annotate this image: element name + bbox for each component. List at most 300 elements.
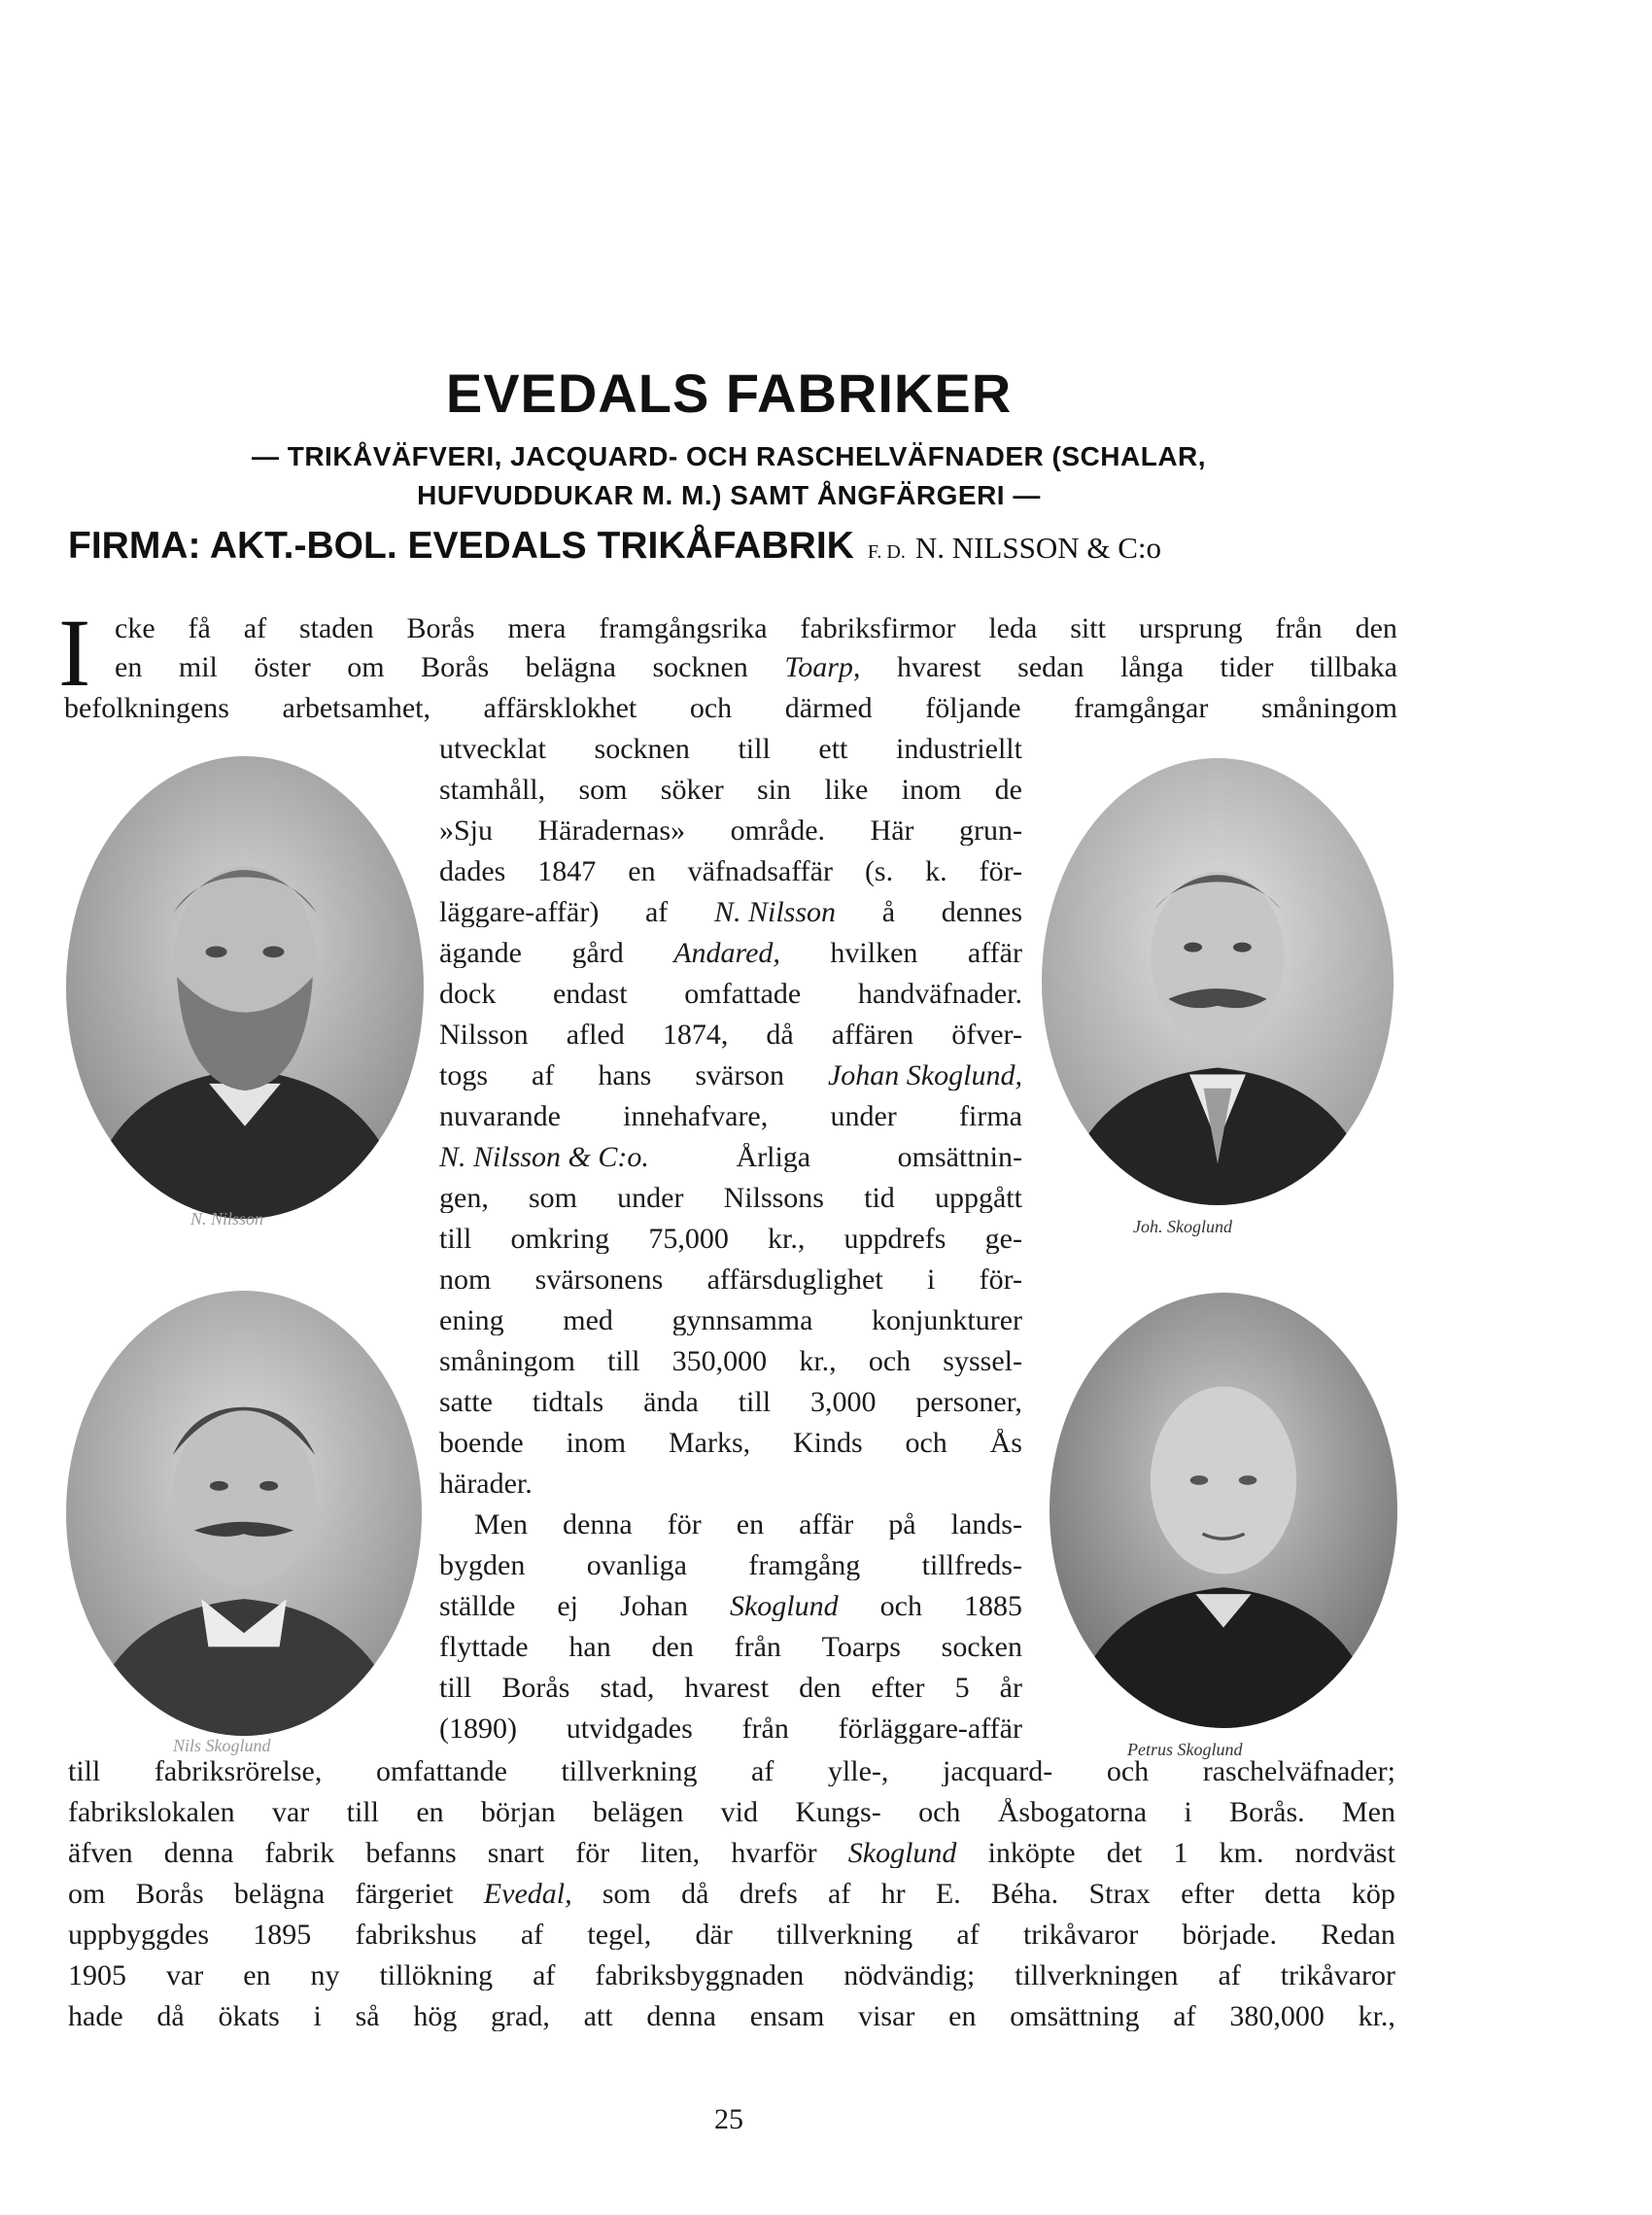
word: 1885 [963, 1592, 1022, 1621]
word: firma [959, 1102, 1022, 1131]
portrait-image [1050, 1293, 1397, 1728]
word: tider [1220, 653, 1274, 682]
word: och [879, 1592, 922, 1621]
word: affären [831, 1021, 914, 1050]
word: liten, [640, 1839, 701, 1868]
word: hans [598, 1061, 652, 1090]
text-line [439, 1184, 1022, 1213]
word: drefs [739, 1880, 798, 1909]
word: gynnsamma [671, 1306, 813, 1335]
word: af [751, 1757, 774, 1786]
word: N. Nilsson [713, 898, 837, 927]
word: så [355, 2002, 380, 2031]
word: inköpte [987, 1839, 1076, 1868]
word: Ås [989, 1429, 1022, 1458]
word: af [532, 1061, 555, 1090]
word: stad, [600, 1674, 655, 1703]
word: söker [660, 776, 724, 805]
word: uppbyggdes [68, 1921, 209, 1950]
word: hvarest [684, 1674, 770, 1703]
word: Redan [1321, 1921, 1395, 1950]
caption-joh-skoglund: Joh. Skoglund [1133, 1217, 1232, 1236]
word: kr., [1358, 2002, 1395, 2031]
text-line [64, 694, 1397, 723]
word: Men [1341, 1798, 1395, 1827]
subtitle-line-1: — TRIKÅVÄFVERI, JACQUARD- OCH RASCHELVÄFNADER (SCHALAR, [251, 441, 1207, 471]
word: socknen [594, 735, 690, 764]
word: fabrikslokalen [68, 1798, 235, 1827]
word: då [156, 2002, 185, 2031]
word: och [918, 1798, 961, 1827]
word: färgeriet [355, 1880, 454, 1909]
word: Strax [1088, 1880, 1151, 1909]
word: socknen [652, 653, 748, 682]
word: ovanliga [586, 1551, 687, 1580]
word: framgångsrika [599, 614, 768, 643]
word: nuvarande [439, 1102, 561, 1131]
word: Nilssons [723, 1184, 824, 1213]
word: ening [439, 1306, 504, 1335]
word: Johan [619, 1592, 688, 1621]
word: utvidgades [566, 1714, 693, 1744]
portrait-n-nilsson [66, 756, 424, 1219]
text-line [439, 857, 1022, 886]
word: Andared, [673, 939, 780, 968]
word: nordväst [1294, 1839, 1395, 1868]
word: fabrikshus [355, 1921, 477, 1950]
word: vid [720, 1798, 759, 1827]
word: belägna [233, 1880, 326, 1909]
word: omkring [510, 1225, 610, 1254]
word: tillverkning [776, 1921, 913, 1950]
word: Borås [421, 653, 490, 682]
word: tidtals [532, 1388, 604, 1417]
word: omsättnin- [897, 1143, 1022, 1172]
word: 1847 [537, 857, 597, 886]
word: Men [474, 1510, 528, 1540]
word: Johan Skoglund, [827, 1061, 1022, 1090]
word: från [734, 1633, 781, 1662]
caption-petrus-skoglund: Petrus Skoglund [1127, 1740, 1243, 1759]
word: sitt [1070, 614, 1106, 643]
word: å [881, 898, 896, 927]
word: kr., [767, 1225, 806, 1254]
word: belägna [525, 653, 616, 682]
word: flyttade [439, 1633, 529, 1662]
word: ge- [984, 1225, 1022, 1254]
word: »Sju [439, 816, 494, 846]
word: ställde [439, 1592, 516, 1621]
word: väfnadsaffär [687, 857, 833, 886]
word: staden [298, 614, 374, 643]
word: innehafvare, [623, 1102, 769, 1131]
word: boende [439, 1429, 524, 1458]
word: Marks, [668, 1429, 751, 1458]
word: like [824, 776, 869, 805]
word: öfver- [951, 1021, 1022, 1050]
word: de [994, 776, 1022, 805]
word: om [68, 1880, 106, 1909]
word: framgång [748, 1551, 861, 1580]
text-line [439, 735, 1022, 764]
word: Béha. [991, 1880, 1059, 1909]
word: trikåvaror [1280, 1961, 1395, 1990]
word: långa [1119, 653, 1184, 682]
word: under [830, 1102, 897, 1131]
word: fabriksrörelse, [154, 1757, 323, 1786]
word: affärsduglighet [706, 1265, 883, 1295]
word: i [313, 2002, 322, 2031]
text-line [439, 1633, 1022, 1662]
text-line [439, 1102, 1022, 1131]
text-line [439, 1470, 634, 1499]
word: och [1106, 1757, 1150, 1786]
word: följande [925, 694, 1021, 723]
word: grad, [491, 2002, 550, 2031]
word: för- [979, 857, 1022, 886]
text-line [439, 1225, 1022, 1254]
word: framgångar [1074, 694, 1209, 723]
text-line [439, 1143, 1022, 1172]
word: tillfreds- [921, 1551, 1022, 1580]
word: började. [1182, 1921, 1277, 1950]
text-line [439, 1061, 1022, 1090]
word: till [68, 1757, 101, 1786]
word: som [528, 1184, 577, 1213]
word: var [165, 1961, 204, 1990]
word: till [346, 1798, 379, 1827]
word: ursprung [1138, 614, 1243, 643]
word: en [736, 1510, 765, 1540]
text-line [439, 1265, 1022, 1295]
text-line [68, 1798, 1395, 1827]
word: (1890) [439, 1714, 517, 1744]
word: Nilsson [439, 1021, 529, 1050]
word: och [868, 1347, 912, 1376]
text-line [439, 1674, 1022, 1703]
word: Borås [406, 614, 475, 643]
word: under [617, 1184, 684, 1213]
word: en [948, 2002, 977, 2031]
word: nom [439, 1265, 492, 1295]
word: denna [563, 1510, 633, 1540]
caption-n-nilsson: N. Nilsson [190, 1209, 264, 1229]
word: omfattande [375, 1757, 507, 1786]
word: hvarest [896, 653, 981, 682]
word: ökats [218, 2002, 280, 2031]
word: som [578, 776, 628, 805]
word: få [188, 614, 211, 643]
word: E. [935, 1880, 961, 1909]
word: af [956, 1921, 980, 1950]
word: hög [413, 2002, 458, 2031]
word: trikåvaror [1022, 1921, 1139, 1950]
word: kr., [799, 1347, 837, 1376]
word: dock [439, 980, 497, 1009]
text-line [68, 1961, 1395, 1990]
word: ny [310, 1961, 340, 1990]
text-line [439, 1714, 1022, 1744]
word: till [607, 1347, 640, 1376]
word: cke [115, 614, 155, 643]
word: nödvändig; [843, 1961, 976, 1990]
portrait-petrus-skoglund [1050, 1293, 1397, 1728]
word: personer, [915, 1388, 1022, 1417]
word: sedan [1017, 653, 1084, 682]
word: fabriksbyggnaden [595, 1961, 805, 1990]
word: visar [858, 2002, 915, 2031]
word: för [575, 1839, 610, 1868]
word: 350,000 [671, 1347, 768, 1376]
word: omsättning [1010, 2002, 1140, 2031]
word: tegel, [587, 1921, 652, 1950]
text-line [68, 1921, 1395, 1950]
firma-line [68, 525, 1428, 568]
word: uppgått [934, 1184, 1022, 1213]
word: härader. [439, 1470, 533, 1499]
word: början [481, 1798, 556, 1827]
word: hade [68, 2002, 123, 2031]
word: och [689, 694, 733, 723]
word: denna [163, 1839, 234, 1868]
word: för- [979, 1265, 1022, 1295]
word: af [1218, 1961, 1241, 1990]
word: Här [870, 816, 914, 846]
portrait-image [1042, 758, 1394, 1205]
portrait-nils-skoglund [66, 1291, 422, 1736]
firma-name: N. NILSSON & C:o [914, 531, 1162, 565]
word: till [738, 735, 771, 764]
word: satte [439, 1388, 493, 1417]
portrait-image [66, 1291, 422, 1736]
text-line [439, 816, 1022, 846]
drop-cap: I [58, 599, 91, 707]
word: 1 [1173, 1839, 1188, 1868]
portrait-joh-skoglund [1042, 758, 1394, 1205]
word: Toarps [821, 1633, 901, 1662]
word: Borås [135, 1880, 204, 1909]
word: socken [941, 1633, 1022, 1662]
word: var [271, 1798, 310, 1827]
text-line [68, 2002, 1395, 2031]
word: befolkningens [64, 694, 229, 723]
word: affär [967, 939, 1022, 968]
word: Evedal, [483, 1880, 572, 1909]
word: hvilken [830, 939, 918, 968]
text-line [474, 1510, 1022, 1540]
word: 380,000 [1229, 2002, 1325, 2031]
word: att [583, 2002, 613, 2031]
word: han [568, 1633, 611, 1662]
word: det [1106, 1839, 1143, 1868]
word: och [905, 1429, 947, 1458]
firma-fd: F. D. [867, 541, 906, 563]
word: 5 [954, 1674, 970, 1703]
word: ensam [749, 2002, 825, 2031]
word: till [439, 1225, 472, 1254]
word: raschelväfnader; [1202, 1757, 1395, 1786]
page-title: EVEDALS FABRIKER [445, 363, 1013, 424]
text-line [68, 1757, 1395, 1786]
word: som [602, 1880, 651, 1909]
word: Kinds [792, 1429, 863, 1458]
word: ända [643, 1388, 699, 1417]
word: lands- [950, 1510, 1022, 1540]
word: handväfnader. [857, 980, 1022, 1009]
word: om [347, 653, 385, 682]
word: en [115, 653, 143, 682]
word: från [1275, 614, 1323, 643]
word: år [999, 1674, 1022, 1703]
text-line [439, 1347, 1022, 1376]
word: där [695, 1921, 733, 1950]
word: togs [439, 1061, 489, 1090]
word: tillverkningen [1015, 1961, 1179, 1990]
word: den [799, 1674, 842, 1703]
word: km. [1219, 1839, 1264, 1868]
word: fabriksfirmor [800, 614, 956, 643]
text-line [439, 980, 1022, 1009]
word: småningom [1260, 694, 1397, 723]
word: arbetsamhet, [282, 694, 430, 723]
text-line [439, 1306, 1022, 1335]
word: en [243, 1961, 271, 1990]
word: 1874, [662, 1021, 729, 1050]
word: 75,000 [648, 1225, 729, 1254]
word: industriellt [895, 735, 1022, 764]
text-line [439, 1429, 1022, 1458]
word: konjunkturer [872, 1306, 1022, 1335]
word: Åsbogatorna [997, 1798, 1148, 1827]
word: ett [818, 735, 848, 764]
word: från [741, 1714, 789, 1744]
word: snart [487, 1839, 545, 1868]
word: grun- [959, 816, 1022, 846]
word: stamhåll, [439, 776, 546, 805]
word: affärsklokhet [483, 694, 637, 723]
text-line [439, 1021, 1022, 1050]
word: Häradernas» [537, 816, 686, 846]
word: uppdrefs [843, 1225, 946, 1254]
word: småningom [439, 1347, 575, 1376]
word: af [533, 1961, 556, 1990]
word: efter [1181, 1880, 1235, 1909]
word: hr [880, 1880, 906, 1909]
word: fabrik [264, 1839, 335, 1868]
word: till [439, 1674, 472, 1703]
word: sin [757, 776, 792, 805]
word: äfven [68, 1839, 133, 1868]
word: 1905 [68, 1961, 126, 1990]
subtitle-line-2: HUFVUDDUKAR M. M.) SAMT ÅNGFÄRGERI — [417, 480, 1041, 510]
word: en [628, 857, 656, 886]
word: svärsonens [534, 1265, 664, 1295]
word: Skoglund [847, 1839, 957, 1868]
word: gen, [439, 1184, 489, 1213]
text-line [68, 1880, 1395, 1909]
text-line [439, 898, 1022, 927]
word: förläggare-affär [838, 1714, 1022, 1744]
text-line [439, 1592, 1022, 1621]
word: den [1355, 614, 1397, 643]
word: öster [254, 653, 311, 682]
word: k. [925, 857, 947, 886]
word: Skoglund [729, 1592, 839, 1621]
text-line [115, 653, 1397, 682]
word: ägande [439, 939, 522, 968]
text-line [115, 614, 1397, 643]
word: i [926, 1265, 936, 1295]
word: tillverkning [561, 1757, 698, 1786]
word: befanns [365, 1839, 457, 1868]
word: en [416, 1798, 444, 1827]
word: Toarp, [784, 653, 861, 682]
firma-label: FIRMA: AKT.-BOL. EVEDALS TRIKÅFABRIK [68, 525, 854, 567]
text-line [439, 1388, 1022, 1417]
word: utvecklat [439, 735, 546, 764]
word: Årliga [736, 1143, 811, 1172]
word: (s. [864, 857, 894, 886]
word: ej [557, 1592, 578, 1621]
word: dennes [941, 898, 1022, 927]
word: hvarför [731, 1839, 817, 1868]
word: omfattade [684, 980, 802, 1009]
word: affär [799, 1510, 854, 1540]
word: den [651, 1633, 694, 1662]
word: på [888, 1510, 916, 1540]
word: inom [901, 776, 962, 805]
word: mil [178, 653, 218, 682]
word: inom [566, 1429, 627, 1458]
word: läggare-affär) [439, 898, 600, 927]
word: för [667, 1510, 702, 1540]
text-line [68, 1839, 1395, 1868]
word: ylle-, [827, 1757, 889, 1786]
word: denna [646, 2002, 716, 2031]
word: svärson [695, 1061, 784, 1090]
word: syssel- [943, 1347, 1022, 1376]
word: tid [864, 1184, 895, 1213]
word: med [563, 1306, 613, 1335]
text-line [439, 1551, 1022, 1580]
word: 1895 [253, 1921, 312, 1950]
word: därmed [784, 694, 873, 723]
word: tillbaka [1310, 653, 1397, 682]
word: endast [552, 980, 628, 1009]
word: af [828, 1880, 851, 1909]
word: område. [730, 816, 826, 846]
word: leda [988, 614, 1038, 643]
word: af [520, 1921, 544, 1950]
word: belägen [593, 1798, 684, 1827]
word: 3,000 [809, 1388, 877, 1417]
word: då [681, 1880, 709, 1909]
word: köp [1351, 1880, 1395, 1909]
text-line [439, 939, 1022, 968]
word: Borås. [1229, 1798, 1305, 1827]
word: till [738, 1388, 772, 1417]
word: detta [1264, 1880, 1322, 1909]
word: af [1173, 2002, 1196, 2031]
word: efter [871, 1674, 925, 1703]
word: Kungs- [795, 1798, 881, 1827]
word: dades [439, 857, 506, 886]
portrait-image [66, 756, 424, 1219]
caption-nils-skoglund: Nils Skoglund [173, 1736, 271, 1755]
word: gård [571, 939, 624, 968]
word: af [243, 614, 267, 643]
word: N. Nilsson & C:o. [439, 1143, 649, 1172]
